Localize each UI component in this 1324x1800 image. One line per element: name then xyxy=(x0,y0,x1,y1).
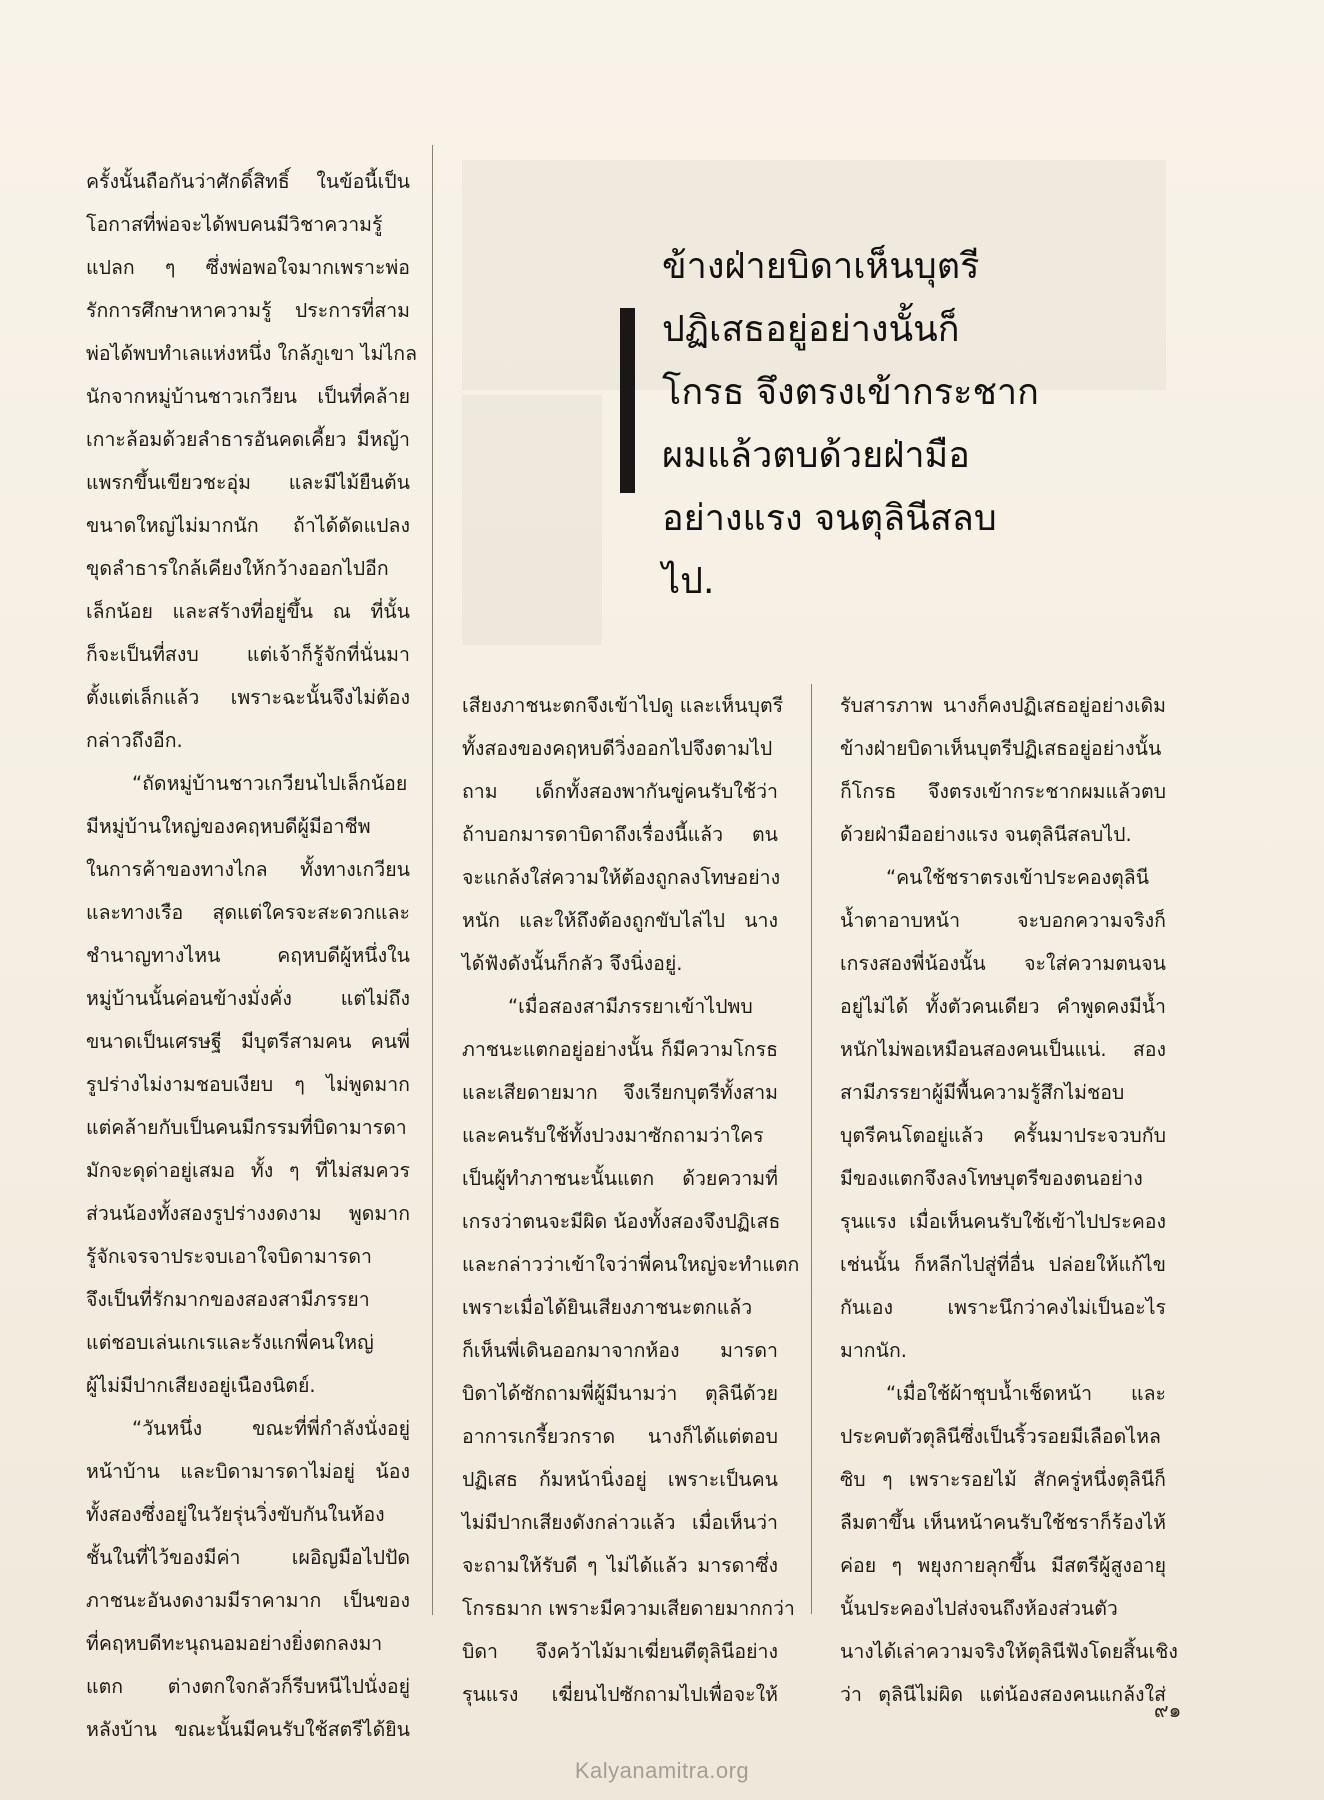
text-line: มักจะดุด่าอยู่เสมอ ทั้ง ๆ ที่ไม่สมควร xyxy=(86,1159,410,1182)
text-line: รูปร่างไม่งามชอบเงียบ ๆ ไม่พูดมาก xyxy=(86,1073,410,1096)
text-line: แตก ต่างตกใจกลัวก็รีบหนีไปนั่งอยู่ xyxy=(86,1675,410,1698)
text-line: หนัก และให้ถึงต้องถูกขับไล่ไป นาง xyxy=(462,909,778,932)
text-line: และคนรับใช้ทั้งปวงมาซักถามว่าใคร xyxy=(462,1124,764,1147)
text-line: ไม่มีปากเสียงดังกล่าวแล้ว เมื่อเห็นว่า xyxy=(462,1511,778,1534)
text-line: ประคบตัวตุลินีซึ่งเป็นริ้วรอยมีเลือดไหล xyxy=(840,1425,1161,1448)
text-line: กันเอง เพราะนึกว่าคงไม่เป็นอะไร xyxy=(840,1296,1166,1319)
text-line: หน้าบ้าน และบิดามารดาไม่อยู่ น้อง xyxy=(86,1460,410,1483)
text-line: ทั้งสองซึ่งอยู่ในวัยรุ่นวิ่งขับกันในห้อง xyxy=(86,1503,385,1526)
text-line: ซิบ ๆ เพราะรอยไม้ สักครู่หนึ่งตุลินีก็ xyxy=(840,1468,1166,1491)
text-line: รักการศึกษาหาความรู้ ประการที่สาม xyxy=(86,299,410,322)
text-line: ที่คฤหบดีทะนุถนอมอย่างยิ่งตกลงมา xyxy=(86,1632,383,1655)
text-line: โกรธมาก เพราะมีความเสียดายมากกว่า xyxy=(462,1597,795,1620)
text-line: รับสารภาพ นางก็คงปฏิเสธอยู่อย่างเดิม xyxy=(840,694,1166,717)
column-divider-left xyxy=(432,145,433,1615)
text-line: “เมื่อใช้ผ้าชุบน้ำเช็ดหน้า และ xyxy=(886,1382,1166,1405)
pull-quote-line: ข้างฝ่ายบิดาเห็นบุตรี xyxy=(662,246,980,287)
text-line: มากนัก. xyxy=(840,1339,907,1362)
text-line: อยู่ไม่ได้ ทั้งตัวคนเดียว คำพูดคงมีน้ำ xyxy=(840,995,1166,1018)
text-line: แต่คล้ายกับเป็นคนมีกรรมที่บิดามารดา xyxy=(86,1116,407,1139)
column-divider-right xyxy=(811,684,812,1614)
text-line: นั้นประคองไปส่งจนถึงห้องส่วนตัว xyxy=(840,1597,1118,1620)
text-line: ชำนาญทางไหน คฤหบดีผู้หนึ่งใน xyxy=(86,944,410,967)
text-line: จึงเป็นที่รักมากของสองสามีภรรยา xyxy=(86,1288,370,1311)
text-line: “เมื่อสองสามีภรรยาเข้าไปพบ xyxy=(508,995,753,1018)
page-number: ๙๑ xyxy=(1154,1698,1182,1722)
text-line: พ่อได้พบทำเลแห่งหนึ่ง ใกล้ภูเขา ไม่ไกล xyxy=(86,342,418,365)
text-line: ก็โกรธ จึงตรงเข้ากระชากผมแล้วตบ xyxy=(840,780,1166,803)
text-line: รู้จักเจรจาประจบเอาใจบิดามารดา xyxy=(86,1245,372,1268)
pull-quote-line: อย่างแรง จนตุลินีสลบ xyxy=(662,498,997,539)
text-line: นางได้เล่าความจริงให้ตุลินีฟังโดยสิ้นเชิง xyxy=(840,1640,1178,1663)
text-line: “วันหนึ่ง ขณะที่พี่กำลังนั่งอยู่ xyxy=(132,1417,410,1440)
text-line: แปลก ๆ ซึ่งพ่อพอใจมากเพราะพ่อ xyxy=(86,256,410,279)
text-column-left xyxy=(86,160,418,1751)
text-line: ถาม เด็กทั้งสองพากันขู่คนรับใช้ว่า xyxy=(462,780,778,803)
text-line: ว่า ตุลินีไม่ผิด แต่น้องสองคนแกล้งใส่ xyxy=(840,1683,1166,1706)
text-line: เกรงว่าตนจะมีผิด น้องทั้งสองจึงปฏิเสธ xyxy=(462,1210,781,1233)
text-line: โอกาสที่พ่อจะได้พบคนมีวิชาความรู้ xyxy=(86,213,383,236)
text-line: สามีภรรยาผู้มีพื้นความรู้สึกไม่ชอบ xyxy=(840,1081,1125,1104)
text-line: ขุดลำธารใกล้เคียงให้กว้างออกไปอีก xyxy=(86,557,389,580)
text-line: “คนใช้ชราตรงเข้าประคองตุลินี xyxy=(886,866,1150,889)
text-line: ค่อย ๆ พยุงกายลุกขึ้น มีสตรีผู้สูงอายุ xyxy=(840,1554,1166,1577)
text-line: หลังบ้าน ขณะนั้นมีคนรับใช้สตรีได้ยิน xyxy=(86,1718,410,1741)
show-through-text-mid xyxy=(462,395,602,645)
pull-quote-line: ผมแล้วตบด้วยฝ่ามือ xyxy=(662,435,970,476)
text-line: นักจากหมู่บ้านชาวเกวียน เป็นที่คล้าย xyxy=(86,385,410,408)
pull-quote-bar xyxy=(620,308,635,493)
text-line: และกล่าวว่าเข้าใจว่าพี่คนใหญ่จะทำแตก xyxy=(462,1253,800,1276)
text-line: หนักไม่พอเหมือนสองคนเป็นแน่. สอง xyxy=(840,1038,1166,1061)
text-line: ทั้งสองของคฤหบดีวิ่งออกไปจึงตามไป xyxy=(462,737,773,760)
text-line: หมู่บ้านนั้นค่อนข้างมั่งคั่ง แต่ไม่ถึง xyxy=(86,987,410,1010)
text-line: จะถามให้รับดี ๆ ไม่ได้แล้ว มารดาซึ่ง xyxy=(462,1554,778,1577)
text-line: ด้วยฝ่ามืออย่างแรง จนตุลินีสลบไป. xyxy=(840,823,1132,846)
text-line: บิดา จึงคว้าไม้มาเฆี่ยนตีตุลินีอย่าง xyxy=(462,1640,778,1663)
text-line: และเสียดายมาก จึงเรียกบุตรีทั้งสาม xyxy=(462,1081,778,1104)
text-line: ภาชนะแตกอยู่อย่างนั้น ก็มีความโกรธ xyxy=(462,1038,778,1061)
text-line: รุนแรง เฆี่ยนไปซักถามไปเพื่อจะให้ xyxy=(462,1683,778,1706)
text-line: กล่าวถึงอีก. xyxy=(86,729,183,752)
text-line: ภาชนะอันงดงามมีราคามาก เป็นของ xyxy=(86,1589,410,1612)
text-line: แพรกขึ้นเขียวชะอุ่ม และมีไม้ยืนต้น xyxy=(86,471,410,494)
text-line: ส่วนน้องทั้งสองรูปร่างงดงาม พูดมาก xyxy=(86,1202,410,1225)
text-line: มีหมู่บ้านใหญ่ของคฤหบดีผู้มีอาชีพ xyxy=(86,815,371,838)
text-line: ผู้ไม่มีปากเสียงอยู่เนืองนิตย์. xyxy=(86,1374,316,1397)
text-line: ปฏิเสธ ก้มหน้านิ่งอยู่ เพราะเป็นคน xyxy=(462,1468,778,1491)
text-column-middle xyxy=(462,684,800,1716)
text-line: น้ำตาอาบหน้า จะบอกความจริงก็ xyxy=(840,909,1166,932)
text-line: ตั้งแต่เล็กแล้ว เพราะฉะนั้นจึงไม่ต้อง xyxy=(86,686,410,709)
text-line: ได้ฟังดังนั้นก็กลัว จึงนิ่งอยู่. xyxy=(462,952,683,975)
text-line: ขนาดเป็นเศรษฐี มีบุตรีสามคน คนพี่ xyxy=(86,1030,410,1053)
pull-quote-line: โกรธ จึงตรงเข้ากระชาก xyxy=(662,372,1039,413)
text-line: มีของแตกจึงลงโทษบุตรีของตนอย่าง xyxy=(840,1167,1143,1190)
text-line: เสียงภาชนะตกจึงเข้าไปดู และเห็นบุตรี xyxy=(462,694,784,717)
text-line: บุตรีคนโตอยู่แล้ว ครั้นมาประจวบกับ xyxy=(840,1124,1166,1147)
text-line: แต่ชอบเล่นเกเรและรังแกพี่คนใหญ่ xyxy=(86,1331,374,1354)
text-line: เกรงสองพี่น้องนั้น จะใส่ความตนจน xyxy=(840,952,1166,975)
text-line: รุนแรง เมื่อเห็นคนรับใช้เข้าไปประคอง xyxy=(840,1210,1166,1233)
text-line: ก็เห็นพี่เดินออกมาจากห้อง มารดา xyxy=(462,1339,778,1362)
text-line: เช่นนั้น ก็หลีกไปสู่ที่อื่น ปล่อยให้แก้ไข xyxy=(840,1253,1166,1276)
text-line: เล็กน้อย และสร้างที่อยู่ขึ้น ณ ที่นั้น xyxy=(86,600,410,623)
text-line: ในการค้าของทางไกล ทั้งทางเกวียน xyxy=(86,858,410,881)
pull-quote xyxy=(662,235,1039,613)
text-line: “ถัดหมู่บ้านชาวเกวียนไปเล็กน้อย xyxy=(132,772,408,795)
watermark: Kalyanamitra.org xyxy=(574,1758,750,1783)
text-line: ชั้นในที่ไว้ของมีค่า เผอิญมือไปปัด xyxy=(86,1546,410,1569)
text-line: ขนาดใหญ่ไม่มากนัก ถ้าได้ดัดแปลง xyxy=(86,514,410,537)
text-line: ครั้งนั้นถือกันว่าศักดิ์สิทธิ์ ในข้อนี้เป็น xyxy=(86,170,410,193)
text-line: บิดาได้ซักถามพี่ผู้มีนามว่า ตุลินีด้วย xyxy=(462,1382,778,1405)
text-line: ลืมตาขึ้น เห็นหน้าคนรับใช้ชราก็ร้องไห้ xyxy=(840,1511,1166,1534)
text-line: เป็นผู้ทำภาชนะนั้นแตก ด้วยความที่ xyxy=(462,1167,778,1190)
pull-quote-line: ปฏิเสธอยู่อย่างนั้นก็ xyxy=(662,309,960,350)
text-line: จะแกล้งใส่ความให้ต้องถูกลงโทษอย่าง xyxy=(462,866,781,889)
text-line: ข้างฝ่ายบิดาเห็นบุตรีปฏิเสธอยู่อย่างนั้น xyxy=(840,737,1162,760)
text-line: ถ้าบอกมารดาบิดาถึงเรื่องนี้แล้ว ตน xyxy=(462,823,778,846)
text-line: ก็จะเป็นที่สงบ แต่เจ้าก็รู้จักที่นั่นมา xyxy=(86,643,410,666)
text-line: เพราะเมื่อได้ยินเสียงภาชนะตกแล้ว xyxy=(462,1296,753,1319)
text-line: เกาะล้อมด้วยลำธารอันคดเคี้ยว มีหญ้า xyxy=(86,428,410,451)
text-line: และทางเรือ สุดแต่ใครจะสะดวกและ xyxy=(86,901,410,924)
pull-quote-line: ไป. xyxy=(662,561,715,602)
text-line: อาการเกรี้ยวกราด นางก็ได้แต่ตอบ xyxy=(462,1425,778,1448)
